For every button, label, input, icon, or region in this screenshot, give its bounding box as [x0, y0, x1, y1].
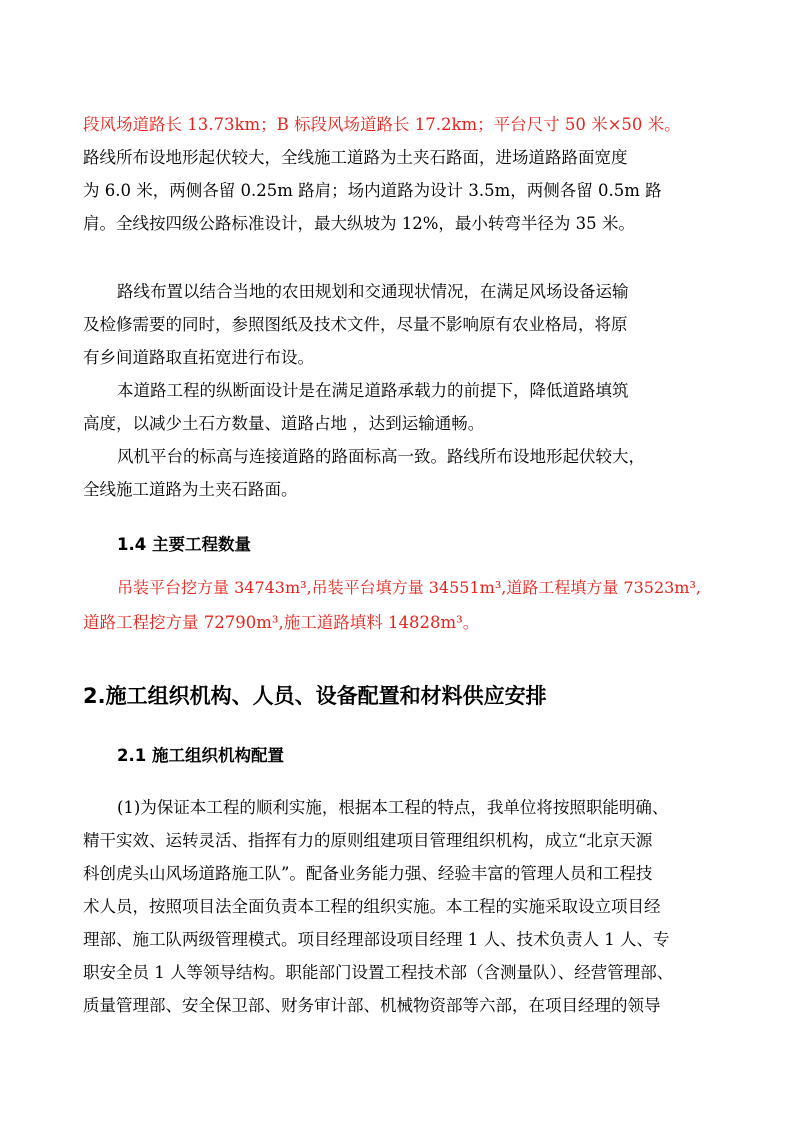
quantities-line-2: 道路工程挖方量 72790m³,施工道路填料 14828m³。 — [83, 613, 480, 632]
org-line-3: 科创虎头山风场道路施工队”。配备业务能力强、经验丰富的管理人员和工程技 — [83, 864, 653, 883]
org-line-2: 精干实效、运转灵活、指挥有力的原则组建项目管理组织机构，成立“北京天源 — [83, 831, 653, 850]
org-line-4: 术人员，按照项目法全面负责本工程的组织实施。本工程的实施采取设立项目经 — [83, 897, 661, 916]
section-2-1-title: 2.1 施工组织机构配置 — [117, 746, 284, 765]
org-line-5: 理部、施工队两级管理模式。项目经理部设项目经理 1 人、技术负责人 1 人、专 — [83, 930, 670, 949]
intro-line-3: 为 6.0 米，两侧各留 0.25m 路肩；场内道路为设计 3.5m，两侧各留 0.5m 路 — [83, 181, 662, 200]
intro-line-4: 肩。全线按四级公路标准设计，最大纵坡为 12%，最小转弯半径为 35 米。 — [83, 214, 635, 233]
intro-line-2: 路线所布设地形起伏较大，全线施工道路为土夹石路面，进场道路路面宽度 — [83, 148, 628, 167]
org-line-1: (1)为保证本工程的顺利实施，根据本工程的特点，我单位将按照职能明确、 — [117, 798, 669, 817]
platform-line-1: 风机平台的标高与连接道路的路面标高一致。路线所布设地形起伏较大， — [117, 447, 645, 466]
route-line-2: 及检修需要的同时，参照图纸及技术文件，尽量不影响原有农业格局，将原 — [83, 315, 628, 334]
quantities-line-1: 吊装平台挖方量 34743m³,吊装平台填方量 34551m³,道路工程填方量 73523m³, — [117, 578, 701, 597]
chapter-2-title: 2.施工组织机构、人员、设备配置和材料供应安排 — [83, 684, 547, 708]
route-line-3: 有乡间道路取直拓宽进行布设。 — [83, 348, 314, 367]
org-line-6: 职安全员 1 人等领导结构。职能部门设置工程技术部（含测量队）、经营管理部、 — [83, 963, 674, 982]
org-line-7: 质量管理部、安全保卫部、财务审计部、机械物资部等六部，在项目经理的领导 — [83, 996, 661, 1015]
profile-line-2: 高度，以减少土石方数量、道路占地 ，达到运输通畅。 — [83, 414, 485, 433]
profile-line-1: 本道路工程的纵断面设计是在满足道路承载力的前提下，降低道路填筑 — [117, 381, 629, 400]
intro-line-1: 段风场道路长 13.73km；B 标段风场道路长 17.2km；平台尺寸 50 米×50 米。 — [83, 115, 681, 134]
section-1-4-title: 1.4 主要工程数量 — [117, 535, 251, 554]
route-line-1: 路线布置以结合当地的农田规划和交通现状情况，在满足风场设备运输 — [117, 282, 629, 301]
platform-line-2: 全线施工道路为土夹石路面。 — [83, 480, 298, 499]
